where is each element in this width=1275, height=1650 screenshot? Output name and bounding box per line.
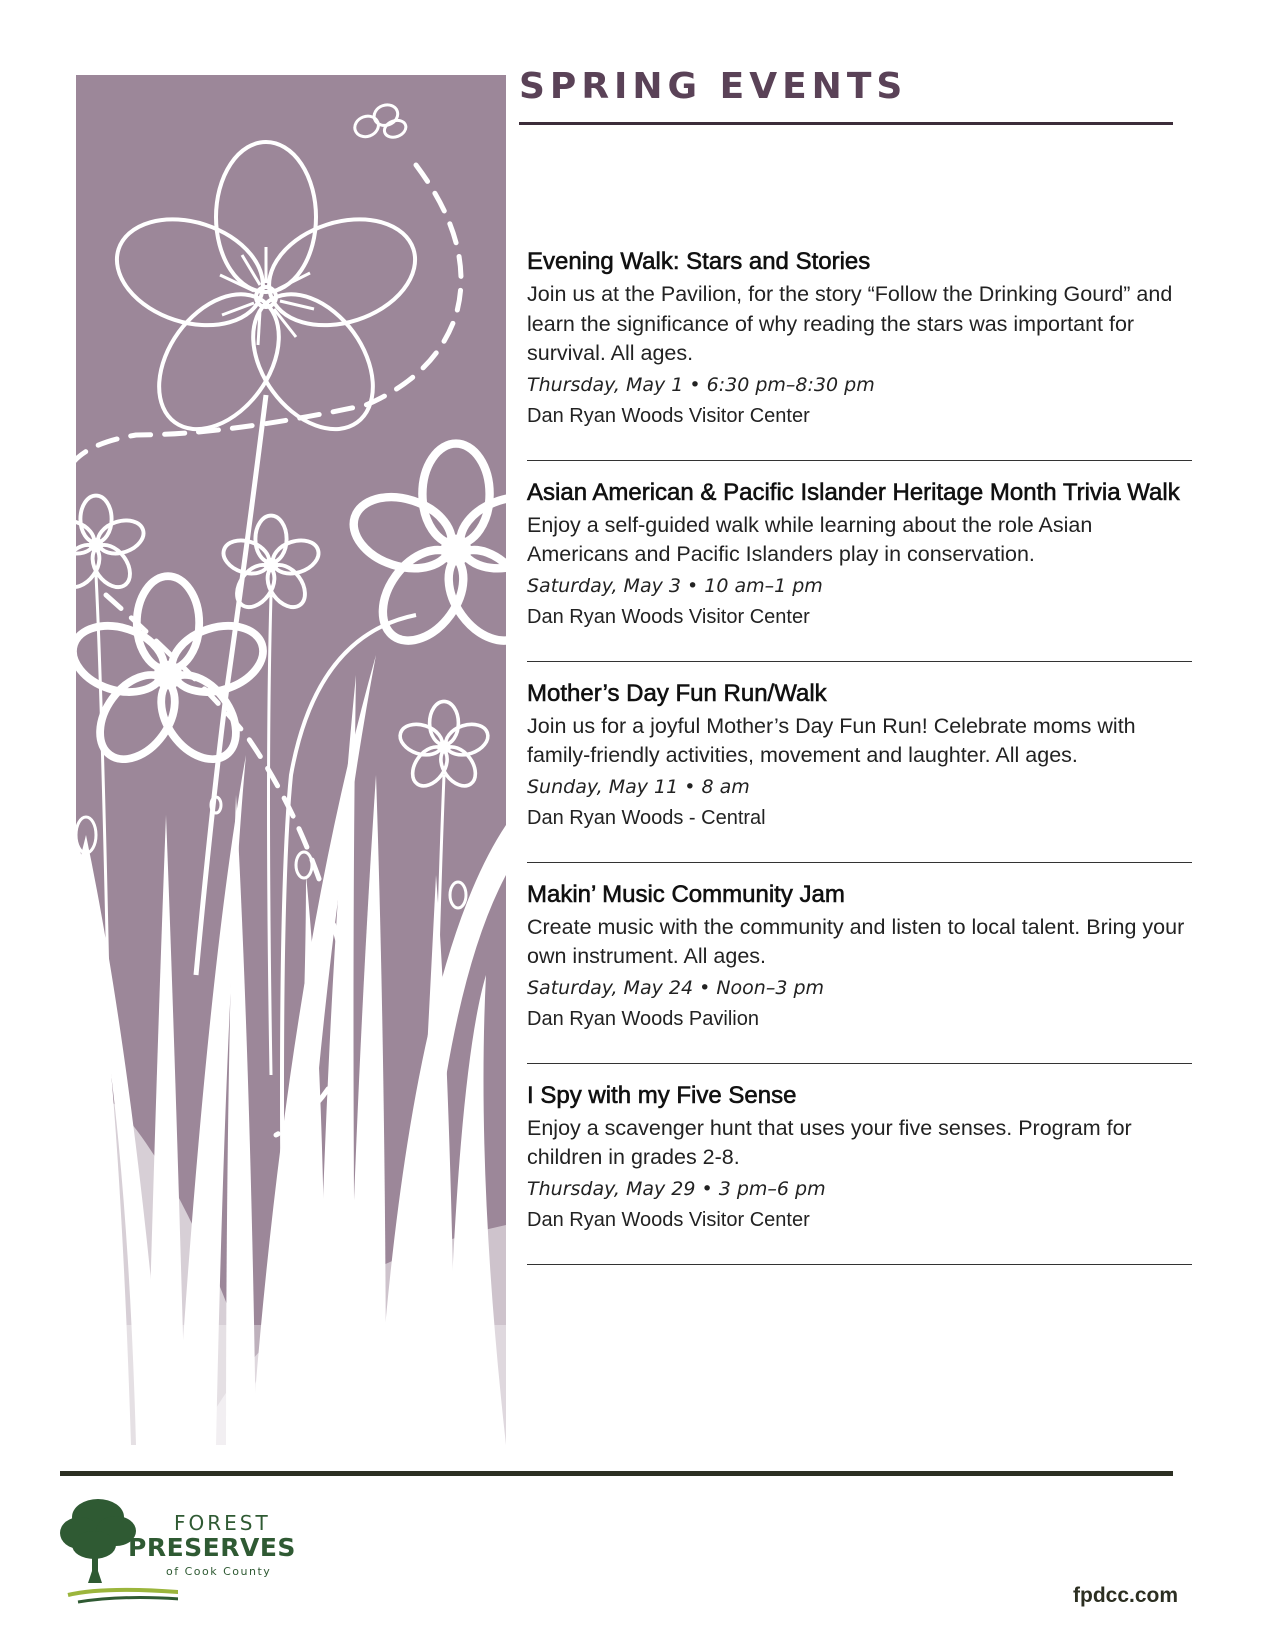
event-divider <box>527 862 1192 863</box>
event-divider <box>527 1063 1192 1064</box>
event-item <box>527 676 1197 863</box>
event-location: Dan Ryan Woods Visitor Center <box>527 605 810 628</box>
event-item <box>527 475 1197 662</box>
event-datetime: Thursday, May 29 • 3 pm–6 pm <box>527 1177 826 1200</box>
event-title: Evening Walk: Stars and Stories <box>527 248 871 275</box>
event-title: Makin’ Music Community Jam <box>527 880 845 908</box>
logo-text-forest: FOREST <box>174 1511 271 1535</box>
event-title: Asian American & Pacific Islander Heritage Month Trivia Walk <box>527 478 1180 506</box>
event-list <box>527 244 1197 1279</box>
event-location: Dan Ryan Woods Visitor Center <box>527 1208 810 1231</box>
event-description: Join us at the Pavilion, for the story “Follow the Drinking Gourd” and learn the significance of why reading the stars was important for survival. All ages. <box>527 282 1173 365</box>
event-divider <box>527 661 1192 662</box>
event-location: Dan Ryan Woods Pavilion <box>527 1007 759 1030</box>
event-description: Create music with the community and listen to local talent. Bring your own instrument. All ages. <box>527 914 1185 968</box>
event-divider <box>527 460 1192 461</box>
event-description: Enjoy a scavenger hunt that uses your five senses. Program for children in grades 2-8. <box>527 1115 1132 1169</box>
event-datetime: Thursday, May 1 • 6:30 pm–8:30 pm <box>527 373 875 396</box>
website-url[interactable]: fpdcc.com <box>1073 1584 1179 1607</box>
title-divider <box>519 122 1173 125</box>
event-divider <box>527 1264 1192 1265</box>
event-title: I Spy with my Five Sense <box>527 1081 797 1109</box>
logo-text-preserves: PRESERVES <box>128 1533 296 1562</box>
event-datetime: Saturday, May 3 • 10 am–1 pm <box>527 574 823 597</box>
page-title: SPRING EVENTS <box>519 66 908 107</box>
forest-preserves-logo <box>58 1495 296 1610</box>
event-title: Mother’s Day Fun Run/Walk <box>527 679 827 707</box>
footer-divider <box>60 1471 1173 1476</box>
event-location: Dan Ryan Woods Visitor Center <box>527 404 810 427</box>
butterfly-icon <box>351 101 409 150</box>
event-location: Dan Ryan Woods - Central <box>527 806 766 829</box>
event-datetime: Sunday, May 11 • 8 am <box>527 775 750 798</box>
flower-illustration <box>76 75 506 1445</box>
flower-illustration-panel <box>76 75 506 1445</box>
event-item <box>527 244 1197 461</box>
event-item <box>527 1078 1197 1265</box>
logo-text-cook-county: of Cook County <box>166 1565 272 1578</box>
event-datetime: Saturday, May 24 • Noon–3 pm <box>527 976 825 999</box>
event-description: Join us for a joyful Mother’s Day Fun Run! Celebrate moms with family-friendly activities, movement and laughter. All ages. <box>527 713 1136 767</box>
event-item <box>527 877 1197 1064</box>
event-description: Enjoy a self-guided walk while learning about the role Asian Americans and Pacific Islanders play in conservation. <box>527 512 1093 566</box>
